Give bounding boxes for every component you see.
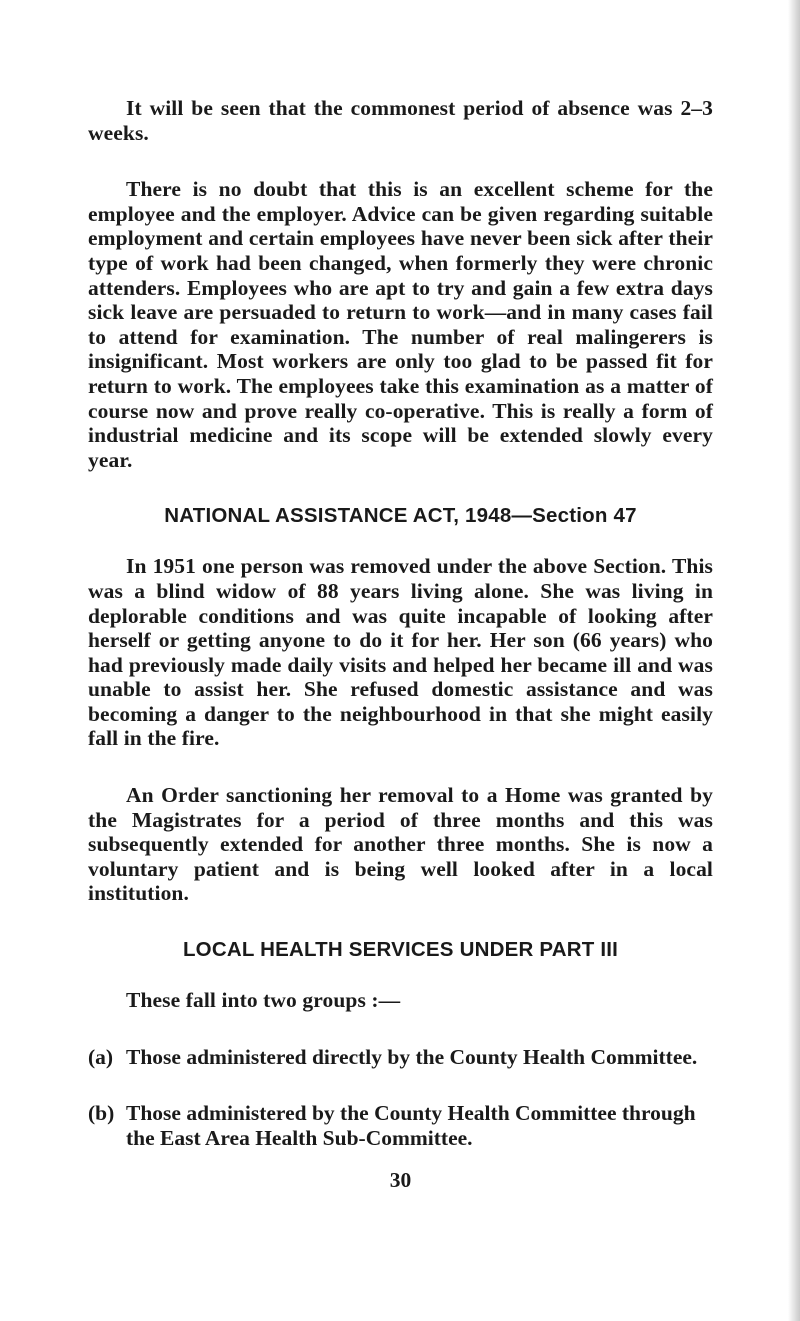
heading-local-health-services: LOCAL HEALTH SERVICES UNDER PART III [182,938,619,962]
page-number: 30 [389,1168,412,1193]
list-item-group-a [88,1045,713,1070]
list-text-a: Those administered directly by the County Health Committee. [126,1044,698,1069]
paragraph-absence-period: It will be seen that the commonest period of absence was 2–3 weeks. [88,96,713,145]
paragraph-order: An Order sanctioning her removal to a Home was granted by the Magistrates for a period of three months and this was subsequently extended for another three months. She is now a voluntary patient and is being well looked after in a local institution. [88,783,713,906]
list-text-b: Those administered by the County Health Committee through the East Area Health Sub-Committee. [126,1101,696,1150]
paragraph-removal-case: In 1951 one person was removed under the above Section. This was a blind widow of 88 years living alone. She was living in deplorable conditions and was quite incapable of looking after herself or getting anyone to do it for her. Her son (66 years) who had previously made daily visits and helped her became ill and was unable to assist her. She refused domestic assistance and was becoming a danger to the neighbourhood in that she might easily fall in the fire. [88,554,713,751]
document-body [88,96,713,1193]
heading-national-assistance: NATIONAL ASSISTANCE ACT, 1948—Section 47 [164,504,637,528]
paragraph-scheme: There is no doubt that this is an excellent scheme for the employee and the employer. Advice can be given regarding suitable employment and certain employees have never been sick after their type of work had been changed, when formerly they were chronic attenders. Employees who are apt to try and gain a few extra days sick leave are persuaded to return to work—and in many cases fail to attend for examination. The number of real malingerers is insignificant. Most workers are only too glad to be passed fit for return to work. The employees take this examination as a matter of course now and prove really co-operative. This is really a form of industrial medicine and its scope will be extended slowly every year. [88,177,713,472]
list-item-group-b [88,1101,713,1150]
list-marker-a: (a) [88,1044,114,1069]
list-marker-b: (b) [88,1101,115,1126]
page-edge-shadow [788,0,800,1321]
paragraph-groups-intro: These fall into two groups :— [126,988,401,1013]
